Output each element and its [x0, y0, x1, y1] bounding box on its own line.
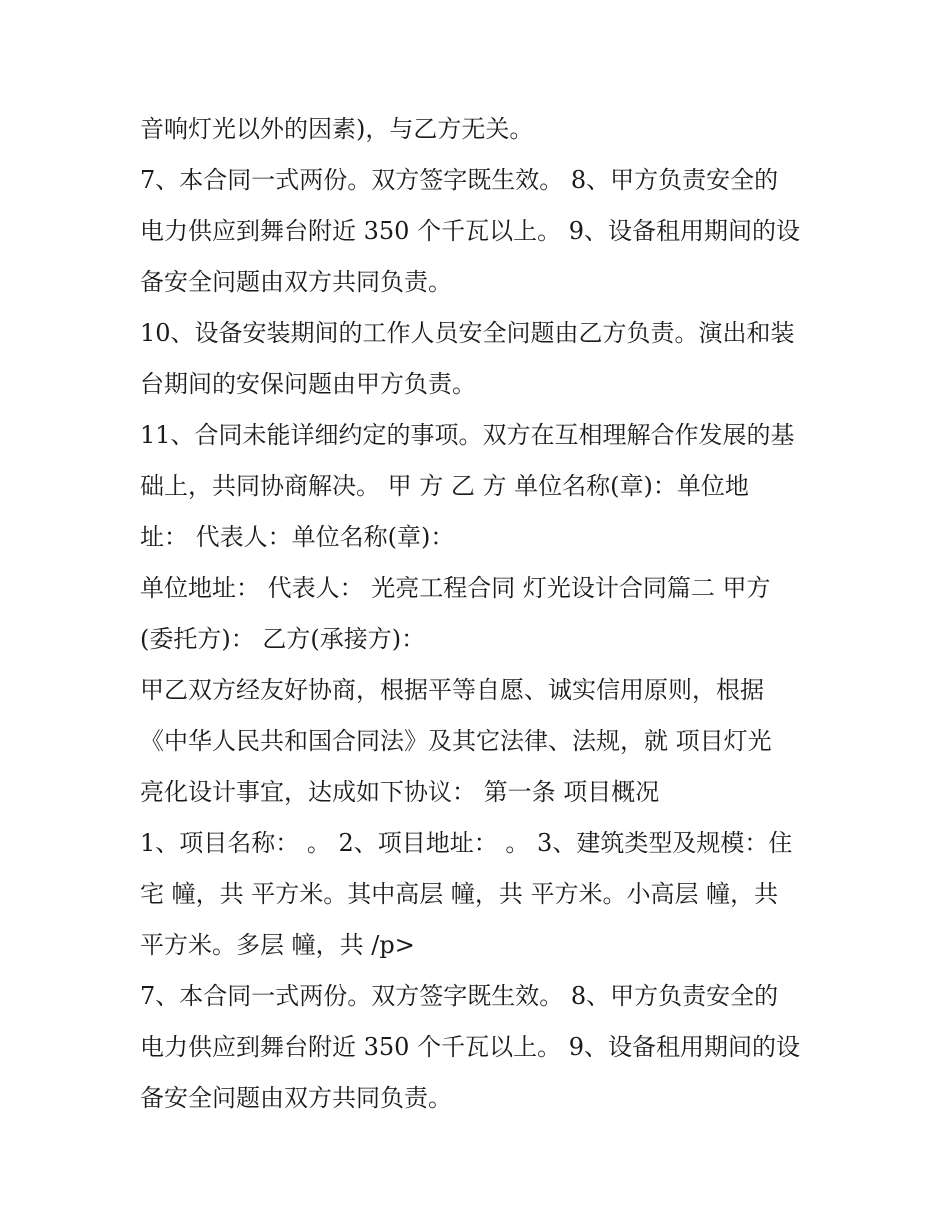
- text-line: 平方米。多层 幢，共 /p>: [140, 931, 415, 959]
- text-line: 备安全问题由双方共同负责。: [140, 268, 452, 296]
- text-line: 础上，共同协商解决。 甲 方 乙 方 单位名称(章)：单位地: [140, 472, 749, 500]
- text-line: 7、本合同一式两份。双方签字既生效。 8、甲方负责安全的: [140, 982, 779, 1010]
- text-line: 1、项目名称： 。 2、项目地址： 。 3、建筑类型及规模：住: [140, 829, 793, 857]
- document-body: [140, 104, 812, 1124]
- text-line: 址： 代表人：单位名称(章)：: [140, 523, 455, 551]
- text-line: 单位地址： 代表人： 光亮工程合同 灯光设计合同篇二 甲方: [140, 574, 771, 602]
- text-line: 甲乙双方经友好协商，根据平等自愿、诚实信用原则，根据: [140, 676, 764, 704]
- text-line: 《中华人民共和国合同法》及其它法律、法规，就 项目灯光: [140, 727, 772, 755]
- text-line: 宅 幢，共 平方米。其中高层 幢，共 平方米。小高层 幢，共: [140, 880, 779, 908]
- text-line: 台期间的安保问题由甲方负责。: [140, 370, 476, 398]
- text-line: 电力供应到舞台附近 350 个千瓦以上。 9、设备租用期间的设: [140, 1033, 800, 1061]
- text-line: 电力供应到舞台附近 350 个千瓦以上。 9、设备租用期间的设: [140, 217, 800, 245]
- text-line: 音响灯光以外的因素)，与乙方无关。: [140, 115, 534, 143]
- text-line: 11、合同未能详细约定的事项。双方在互相理解合作发展的基: [140, 421, 795, 449]
- text-line: 备安全问题由双方共同负责。: [140, 1084, 452, 1112]
- text-line: 10、设备安装期间的工作人员安全问题由乙方负责。演出和装: [140, 319, 795, 347]
- text-line: 亮化设计事宜，达成如下协议： 第一条 项目概况: [140, 778, 660, 806]
- text-line: (委托方)： 乙方(承接方)：: [140, 625, 426, 653]
- text-line: 7、本合同一式两份。双方签字既生效。 8、甲方负责安全的: [140, 166, 779, 194]
